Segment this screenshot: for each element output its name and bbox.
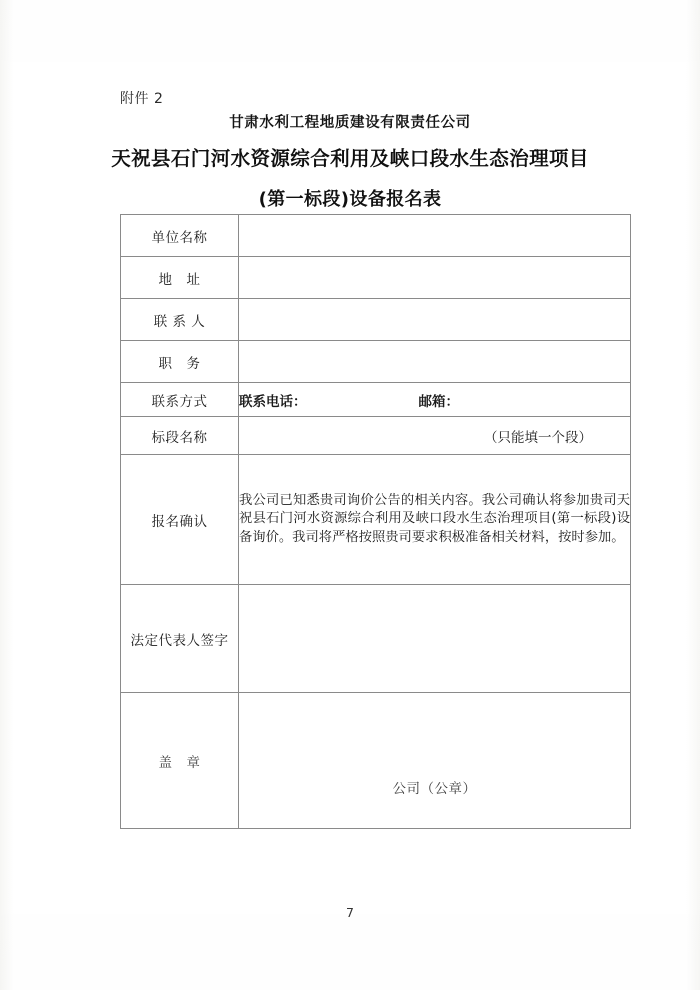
contact-method-label: 联系方式: [121, 383, 239, 417]
address-label: 地 址: [121, 257, 239, 299]
section-name-field[interactable]: [239, 417, 631, 455]
contact-method-field[interactable]: [239, 383, 631, 417]
address-field[interactable]: [239, 257, 631, 299]
table-row: [121, 455, 631, 585]
signature-label: 法定代表人签字: [121, 585, 239, 693]
duty-field[interactable]: [239, 341, 631, 383]
attachment-label: 附件 2: [120, 91, 164, 107]
contact-person-field[interactable]: [239, 299, 631, 341]
table-row: [121, 585, 631, 693]
phone-label: 联系电话：: [239, 393, 307, 410]
table-row: [121, 341, 631, 383]
table-row: [121, 383, 631, 417]
table-row: [121, 417, 631, 455]
confirm-statement-cell: [239, 455, 631, 585]
table-row: [121, 257, 631, 299]
page-subtitle: (第一标段)设备报名表: [258, 189, 442, 210]
unit-name-label: 单位名称: [121, 215, 239, 257]
seal-field[interactable]: [239, 693, 631, 829]
organization-name: 甘肃水利工程地质建设有限责任公司: [229, 115, 471, 131]
table-row: [121, 693, 631, 829]
seal-label-cell: [121, 693, 239, 829]
duty-label: 职 务: [121, 341, 239, 383]
confirm-label: 报名确认: [121, 455, 239, 585]
email-label: 邮箱：: [418, 393, 459, 410]
registration-form-table: [120, 214, 631, 829]
section-name-label: 标段名称: [121, 417, 239, 455]
signature-field[interactable]: [239, 585, 631, 693]
table-row: [121, 215, 631, 257]
confirm-statement-text: 我公司已知悉贵司询价公告的相关内容。我公司确认将参加贵司天祝县石门河水资源综合利用及峡口段水生态治理项目(第一标段)设备询价。我司将严格按照贵司要求积极准备相关材料，按时参加。: [239, 492, 630, 545]
page-number: 7: [346, 905, 354, 920]
page-title: 天祝县石门河水资源综合利用及峡口段水生态治理项目: [111, 147, 589, 170]
unit-name-field[interactable]: [239, 215, 631, 257]
seal-note: 公司（公章）: [392, 780, 477, 797]
contact-person-label: 联 系 人: [121, 299, 239, 341]
seal-label: 盖 章: [158, 754, 201, 771]
section-name-note: （只能填一个段）: [484, 429, 592, 446]
table-row: [121, 299, 631, 341]
